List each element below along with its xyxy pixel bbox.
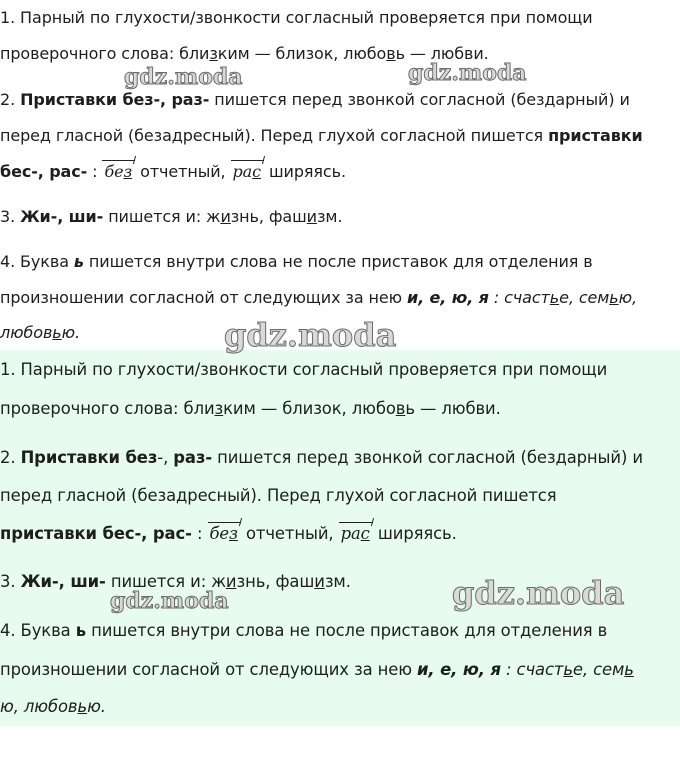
underlined-letter: и xyxy=(220,207,231,226)
example-word: ю. xyxy=(61,323,80,342)
example-word: любов xyxy=(0,323,53,342)
underlined-letter: з xyxy=(214,399,224,418)
text-fragment: пишется и: ж xyxy=(103,207,221,226)
watermark-logo: gdz.moda xyxy=(452,574,625,612)
bold-term: раз- xyxy=(173,448,213,467)
watermark-logo: gdz.moda xyxy=(224,316,397,354)
text-fragment: 1. Парный по глухости/звонкости согласный проверяется при помощи xyxy=(0,8,593,27)
bold-term: Приставки без-, раз- xyxy=(20,90,210,109)
example-word: е, сем xyxy=(572,660,625,679)
underlined-letter: з xyxy=(209,44,218,63)
bold-letter: ь xyxy=(73,252,84,271)
text-fragment: 3. xyxy=(0,207,21,226)
text-line xyxy=(0,288,637,307)
bold-term: Жи-, ши- xyxy=(20,207,104,226)
bold-term: бес-, рас- xyxy=(0,162,88,181)
bold-letters: и, е, ю, я xyxy=(417,660,501,679)
bold-term: приставки xyxy=(548,126,643,145)
text-line xyxy=(0,252,593,271)
text-line xyxy=(0,323,80,342)
example-word: ю. xyxy=(87,697,106,716)
text-fragment: 3. xyxy=(0,572,21,591)
text-fragment: -, xyxy=(157,448,174,467)
text-fragment: отчетный, xyxy=(240,524,339,543)
text-line xyxy=(0,448,643,467)
text-fragment: зм. xyxy=(316,207,343,226)
bold-term: Приставки без xyxy=(20,448,158,467)
underlined-letter: и xyxy=(314,572,325,591)
text-fragment: ширяясь. xyxy=(264,162,346,181)
watermark-logo: gdz.moda xyxy=(408,60,527,86)
text-fragment: пишется внутри слова не после приставок для отделения в xyxy=(83,252,593,271)
prefix-morpheme: без xyxy=(102,162,135,181)
underlined-letter: ь xyxy=(52,323,62,342)
text-line xyxy=(0,697,106,716)
text-fragment: проверочного слова: бли xyxy=(0,44,210,63)
text-fragment: знь, фаш xyxy=(236,572,315,591)
prefix-morpheme: рас xyxy=(339,524,373,543)
text-fragment: перед гласной (безадресный). Перед глухой согласной пишется xyxy=(0,486,557,505)
text-fragment: пишется внутри слова не после приставок для отделения в xyxy=(85,621,608,640)
underlined-letter: ь xyxy=(549,288,560,307)
text-fragment: : xyxy=(87,162,103,181)
text-fragment: пишется перед звонкой согласной (бездарный) и xyxy=(212,448,643,467)
text-fragment: пишется перед звонкой согласной (бездарный) и xyxy=(209,90,630,109)
bold-term: приставки бес-, рас- xyxy=(0,524,192,543)
text-fragment: ь — любви. xyxy=(405,399,501,418)
text-fragment: 4. Буква xyxy=(0,621,76,640)
underlined-letter: ь xyxy=(624,660,634,679)
text-fragment: : xyxy=(191,524,208,543)
underlined-letter: и xyxy=(306,207,317,226)
underlined-letter: ь xyxy=(609,288,619,307)
example-word: ю, любов xyxy=(0,697,78,716)
text-fragment: зм. xyxy=(324,572,351,591)
text-line xyxy=(0,207,342,226)
text-fragment: ким — близок, любо xyxy=(217,44,387,63)
prefix-morpheme: без xyxy=(208,524,241,543)
bold-term: Жи-, ши- xyxy=(20,572,106,591)
text-fragment: 2. xyxy=(0,90,21,109)
text-line xyxy=(0,8,593,27)
example-word: : счаст xyxy=(488,288,550,307)
text-fragment: ширяясь. xyxy=(372,524,457,543)
text-line xyxy=(0,524,457,543)
text-line xyxy=(0,486,556,505)
text-fragment: 2. xyxy=(0,448,21,467)
bold-letter: ь xyxy=(75,621,86,640)
text-fragment: отчетный, xyxy=(135,162,231,181)
text-line xyxy=(0,360,607,379)
text-fragment: проверочного слова: бли xyxy=(0,399,215,418)
underlined-letter: и xyxy=(225,572,237,591)
text-line xyxy=(0,90,630,109)
underlined-letter: ь xyxy=(77,697,88,716)
watermark-logo: gdz.moda xyxy=(110,588,229,614)
text-fragment: произношении согласной от следующих за нею xyxy=(0,288,407,307)
example-word: е, сем xyxy=(559,288,610,307)
text-fragment: произношении согласной от следующих за нею xyxy=(0,660,418,679)
bold-letters: и, е, ю, я xyxy=(407,288,489,307)
text-fragment: ким — близок, любо xyxy=(223,399,396,418)
example-word: ю, xyxy=(618,288,637,307)
text-fragment: пишется и: ж xyxy=(105,572,226,591)
text-line xyxy=(0,162,346,181)
text-line xyxy=(0,621,607,640)
answer-block-2 xyxy=(0,350,680,726)
example-word: : счаст xyxy=(500,660,564,679)
text-fragment: 4. Буква xyxy=(0,252,74,271)
text-line xyxy=(0,399,501,418)
text-line xyxy=(0,660,634,679)
prefix-morpheme: рас xyxy=(231,162,264,181)
underlined-letter: ь xyxy=(563,660,573,679)
text-fragment: ь — любви. xyxy=(395,44,489,63)
text-line xyxy=(0,126,643,145)
text-fragment: перед гласной (безадресный). Перед глухой согласной пишется xyxy=(0,126,549,145)
answer-block-1 xyxy=(0,0,680,350)
underlined-letter: в xyxy=(395,399,406,418)
underlined-letter: в xyxy=(386,44,396,63)
text-fragment: знь, фаш xyxy=(230,207,307,226)
text-fragment: 1. Парный по глухости/звонкости согласный проверяется при помощи xyxy=(0,360,608,379)
watermark-logo: gdz.moda xyxy=(124,64,243,90)
